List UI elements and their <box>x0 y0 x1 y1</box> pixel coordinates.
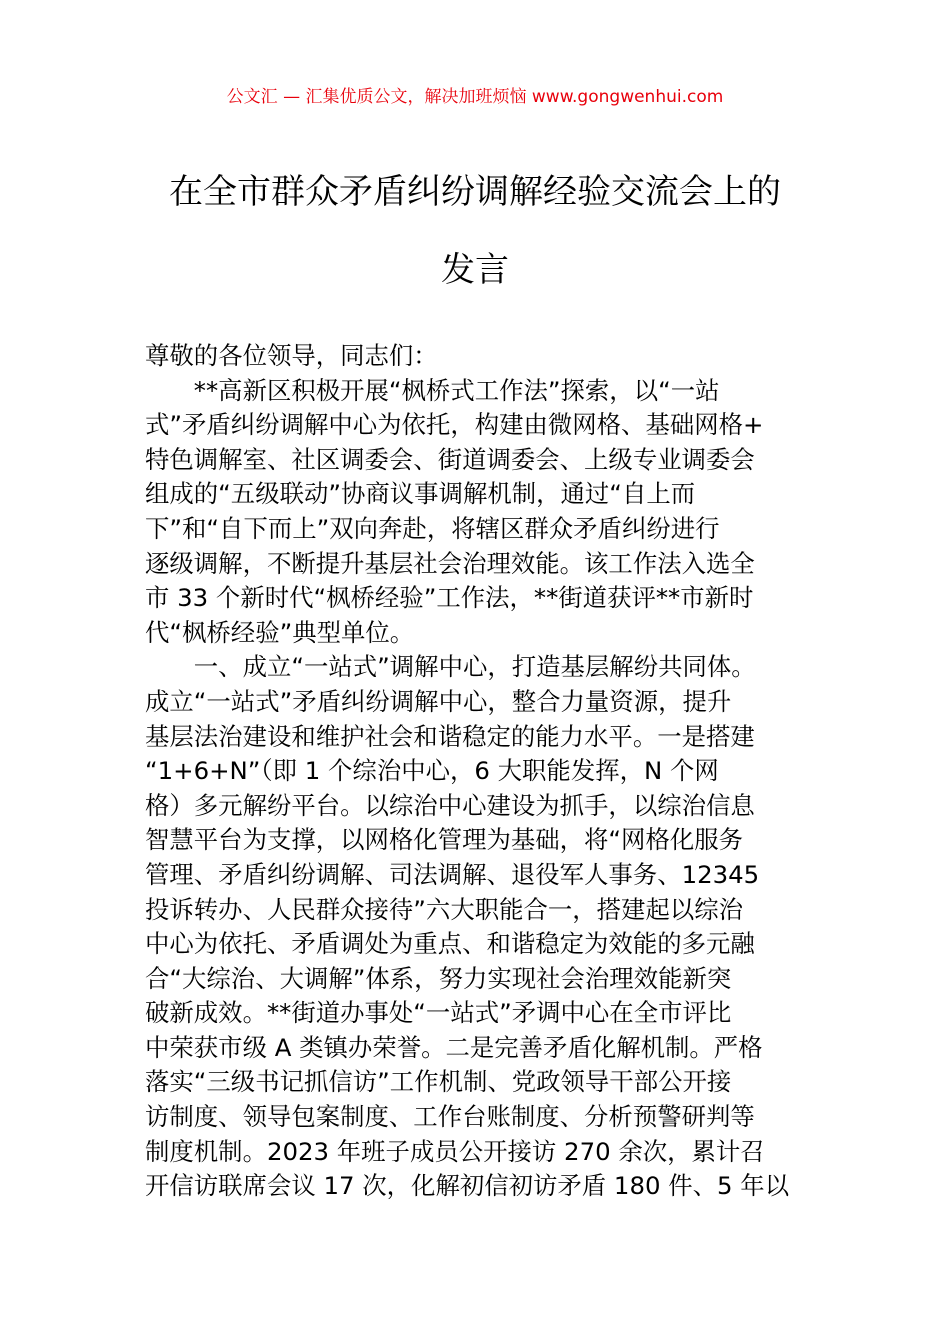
paragraph-line: 成立“一站式”矛盾纠纷调解中心，整合力量资源，提升 <box>145 686 732 716</box>
paragraph-line: 开信访联席会议 17 次，化解初信初访矛盾 180 件、5 年以 <box>145 1171 790 1201</box>
paragraph-line: 基层法治建设和维护社会和谐稳定的能力水平。一是搭建 <box>145 721 755 751</box>
paragraph-line: 式”矛盾纠纷调解中心为依托，构建由微网格、基础网格+ <box>145 410 764 440</box>
paragraph-line: 制度机制。2023 年班子成员公开接访 270 余次，累计召 <box>145 1136 765 1166</box>
paragraph-line: 访制度、领导包案制度、工作台账制度、分析预警研判等 <box>145 1102 755 1132</box>
paragraph-line: 合“大综治、大调解”体系，努力实现社会治理效能新突 <box>145 963 732 993</box>
document-body <box>145 339 810 1204</box>
paragraph-line: 落实“三级书记抓信访”工作机制、党政领导干部公开接 <box>145 1067 732 1097</box>
paragraph-line: 投诉转办、人民群众接待”六大职能合一，搭建起以综治 <box>145 894 744 924</box>
header-banner: 公文汇 — 汇集优质公文，解决加班烦恼 www.gongwenhui.com <box>226 87 724 107</box>
paragraph-line: 组成的“五级联动”协商议事调解机制，通过“自上而 <box>145 479 696 509</box>
paragraph-line: **高新区积极开展“枫桥式工作法”探索，以“一站 <box>145 375 720 405</box>
document-title <box>100 172 850 290</box>
paragraph-line: 代“枫桥经验”典型单位。 <box>145 617 415 647</box>
paragraph-line: “1+6+N”（即 1 个综治中心，6 大职能发挥，N 个网 <box>145 756 719 786</box>
title-line: 发言 <box>441 250 509 290</box>
paragraph-line: 尊敬的各位领导，同志们： <box>145 341 438 370</box>
paragraph-line: 破新成效。**街道办事处“一站式”矛调中心在全市评比 <box>145 998 732 1028</box>
paragraph-line: 特色调解室、社区调委会、街道调委会、上级专业调委会 <box>145 444 755 474</box>
paragraph-line: 智慧平台为支撑，以网格化管理为基础，将“网格化服务 <box>145 825 744 855</box>
paragraph-line: 中心为依托、矛盾调处为重点、和谐稳定为效能的多元融 <box>145 929 755 959</box>
paragraph-line: 中荣获市级 A 类镇办荣誉。二是完善矛盾化解机制。严格 <box>145 1032 763 1062</box>
paragraph-line: 逐级调解，不断提升基层社会治理效能。该工作法入选全 <box>145 548 755 578</box>
paragraph-line: 格）多元解纷平台。以综治中心建设为抓手，以综治信息 <box>145 790 755 820</box>
paragraph-line: 下”和“自下而上”双向奔赴，将辖区群众矛盾纠纷进行 <box>145 513 720 543</box>
paragraph-line: 市 33 个新时代“枫桥经验”工作法，**街道获评**市新时 <box>145 583 754 613</box>
paragraph-line: 管理、矛盾纠纷调解、司法调解、退役军人事务、12345 <box>145 859 760 889</box>
title-line: 在全市群众矛盾纠纷调解经验交流会上的 <box>169 172 781 212</box>
paragraph-line: 一、成立“一站式”调解中心，打造基层解纷共同体。 <box>145 652 756 682</box>
